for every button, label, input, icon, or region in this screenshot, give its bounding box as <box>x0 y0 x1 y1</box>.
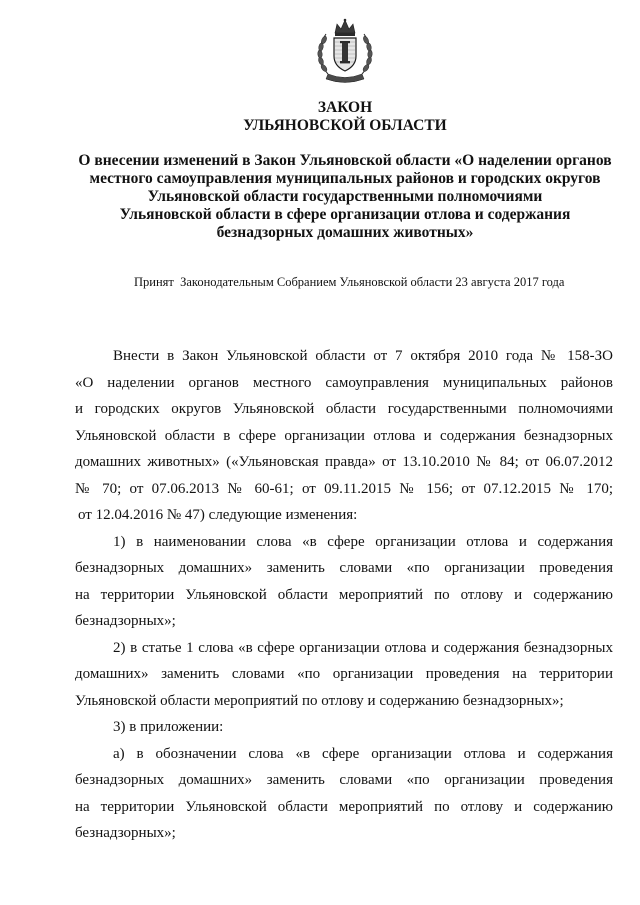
adoption-note: Принят Законодательным Собранием Ульяновской области 23 августа 2017 года <box>134 275 565 289</box>
body-line: 3) в приложении: <box>113 719 224 735</box>
body-line: Внести в Закон Ульяновской области от 7 октября 2010 года № 158-ЗО <box>113 348 613 364</box>
body-line: «О наделении органов местного самоуправления муниципальных районов <box>75 374 613 391</box>
body-line: домашних» заменить словами «по организации проведения на территории <box>75 666 613 682</box>
body-line: Ульяновской области мероприятий по отлову и содержанию безнадзорных»; <box>75 692 564 709</box>
title-line: безнадзорных домашних животных» <box>216 224 474 241</box>
body-line: безнадзорных домашних» заменить словами «по организации проведения <box>75 560 613 576</box>
body-line: на территории Ульяновской области мероприятий по отлову и содержанию <box>75 586 613 603</box>
body-line: безнадзорных домашних» заменить словами «по организации проведения <box>75 772 613 788</box>
emblem-shield-icon <box>334 38 356 71</box>
region-name: УЛЬЯНОВСКОЙ ОБЛАСТИ <box>243 117 447 134</box>
body-line: безнадзорных»; <box>75 613 176 629</box>
law-label: ЗАКОН <box>317 99 373 116</box>
title-line: Ульяновской области в сфере организации отлова и содержания <box>119 206 571 223</box>
body-line: безнадзорных»; <box>75 825 176 841</box>
emblem-ribbon-icon <box>326 74 364 83</box>
body-line: на территории Ульяновской области мероприятий по отлову и содержанию <box>75 798 613 815</box>
body-line: 2) в статье 1 слова «в сфере организации отлова и содержания безнадзорных <box>113 639 613 656</box>
body-line: 1) в наименовании слова «в сфере организации отлова и содержания <box>113 533 613 550</box>
body-line: и городских округов Ульяновской области государственными полномочиями <box>75 401 613 417</box>
body-line: а) в обозначении слова «в сфере организации отлова и содержания <box>113 745 613 762</box>
body-line: Ульяновской области в сфере организации отлова и содержания безнадзорных <box>75 427 613 444</box>
body-line: домашних животных» («Ульяновская правда» от 13.10.2010 № 84; от 06.07.2012 <box>75 454 613 470</box>
law-title <box>75 152 615 242</box>
body-line: от 12.04.2016 № 47) следующие изменения: <box>78 507 358 523</box>
body-line: № 70; от 07.06.2013 № 60-61; от 09.11.2015 № 156; от 07.12.2015 № 170; <box>75 480 613 497</box>
title-line: местного самоуправления муниципальных районов и городских округов <box>89 170 601 187</box>
emblem-crown-icon <box>335 19 355 36</box>
title-line: Ульяновской области государственными полномочиями <box>147 188 543 205</box>
coat-of-arms-icon <box>312 16 378 84</box>
law-body <box>75 343 613 847</box>
title-line: О внесении изменений в Закон Ульяновской области «О наделении органов <box>78 152 612 169</box>
